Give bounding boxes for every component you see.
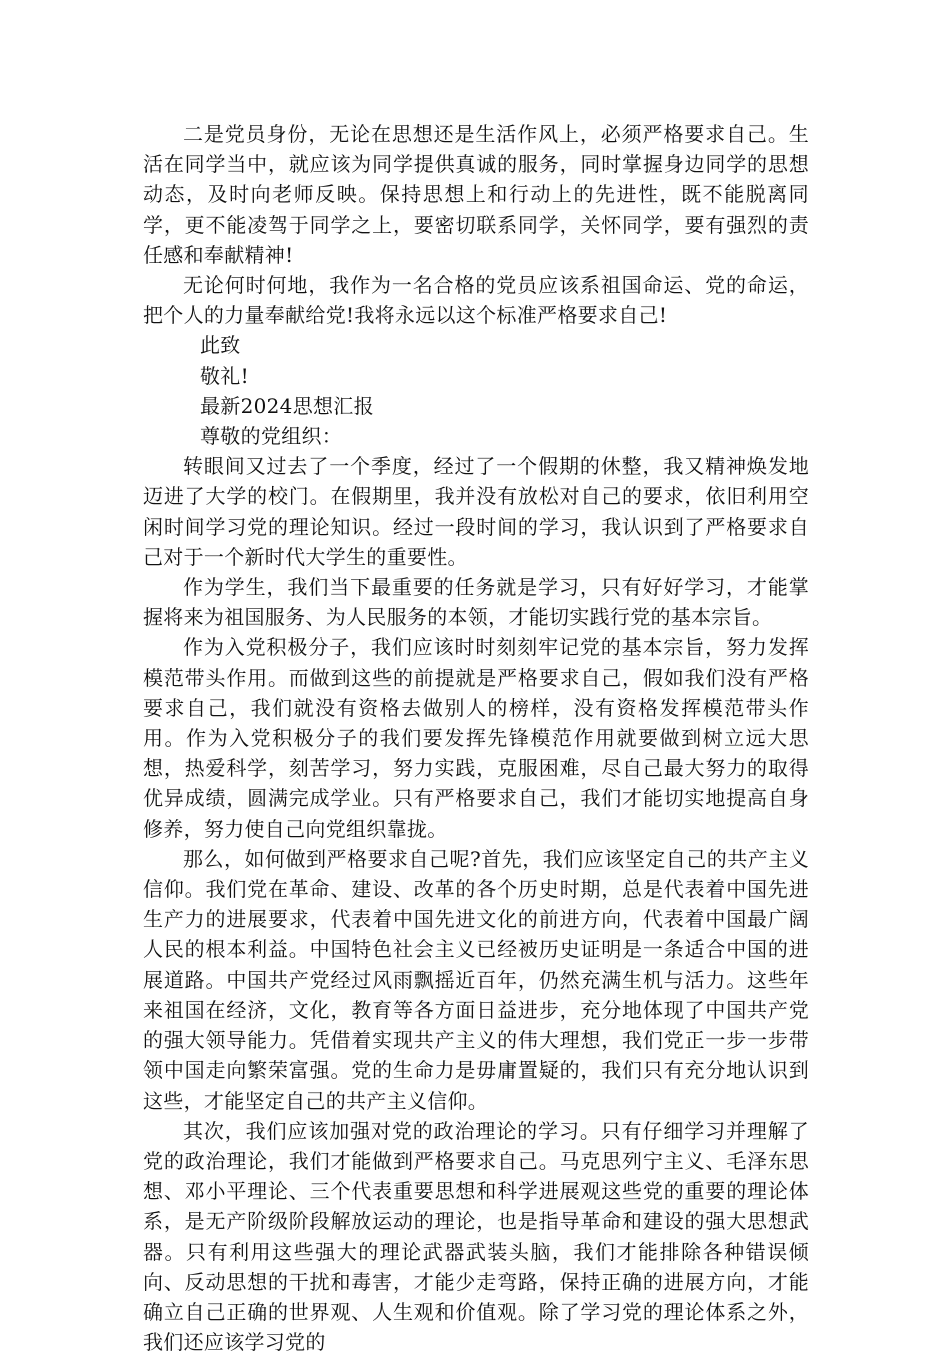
paragraph-communist-belief: 那么，如何做到严格要求自己呢?首先，我们应该坚定自己的共产主义信仰。我们党在革命、建设、改革的各个历史时期，总是代表着中国先进生产力的进展要求，代表着中国先进文化的前进方向，代表着中国最广阔人民的根本利益。中国特色社会主义已经被历史证明是一条适合中国的进展道路。中国共产党经过风雨飘摇近百年，仍然充满生机与活力。这些年来祖国在经济，文化，教育等各方面日益进步，充分地体现了中国共产党的强大领导能力。凭借着实现共产主义的伟大理想，我们党正一步一步带领中国走向繁荣富强。党的生命力是毋庸置疑的，我们只有充分地认识到这些，才能坚定自己的共产主义信仰。	[143, 846, 809, 1113]
document-page	[143, 119, 809, 1357]
paragraph-commitment: 无论何时何地，我作为一名合格的党员应该系祖国命运、党的命运，把个人的力量奉献给党!我将永远以这个标准严格要求自己!	[143, 273, 809, 328]
paragraph-party-member-identity: 二是党员身份，无论在思想还是生活作风上，必须严格要求自己。生活在同学当中，就应该为同学提供真诚的服务，同时掌握身边同学的思想动态，及时向老师反映。保持思想上和行动上的先进性，既不能脱离同学，更不能凌驾于同学之上，要密切联系同学，关怀同学，要有强烈的责任感和奉献精神!	[143, 122, 809, 267]
paragraph-political-theory: 其次，我们应该加强对党的政治理论的学习。只有仔细学习并理解了党的政治理论，我们才能做到严格要求自己。马克思列宁主义、毛泽东思想、邓小平理论、三个代表重要思想和科学进展观这些党的重要的理论体系，是无产阶级阶段解放运动的理论，也是指导革命和建设的强大思想武器。只有利用这些强大的理论武器武装头脑，我们才能排除各种错误倾向、反动思想的干扰和毒害，才能少走弯路，保持正确的进展方向，才能确立自己正确的世界观、人生观和价值观。除了学习党的理论体系之外，我们还应该学习党的	[143, 1118, 809, 1355]
closing-jingli: 敬礼!	[200, 363, 249, 388]
report-title: 最新2024思想汇报	[200, 393, 374, 418]
salutation: 尊敬的党组织：	[200, 424, 343, 449]
paragraph-activist-role: 作为入党积极分子，我们应该时时刻刻牢记党的基本宗旨，努力发挥模范带头作用。而做到这些的前提就是严格要求自己，假如我们没有严格要求自己，我们就没有资格去做别人的榜样，没有资格发挥模范带头作用。作为入党积极分子的我们要发挥先锋模范作用就要做到树立远大思想，热爱科学，刻苦学习，努力实践，克服困难，尽自己最大努力的取得优异成绩，圆满完成学业。只有严格要求自己，我们才能切实地提高自身修养，努力使自己向党组织靠拢。	[143, 635, 809, 841]
paragraph-study-task: 作为学生，我们当下最重要的任务就是学习，只有好好学习，才能掌握将来为祖国服务、为人民服务的本领，才能切实践行党的基本宗旨。	[143, 575, 809, 630]
closing-cizhi: 此致	[200, 333, 241, 358]
paragraph-new-quarter: 转眼间又过去了一个季度，经过了一个假期的休整，我又精神焕发地迈进了大学的校门。在假期里，我并没有放松对自己的要求，依旧利用空闲时间学习党的理论知识。经过一段时间的学习，我认识到了严格要求自己对于一个新时代大学生的重要性。	[143, 454, 809, 569]
